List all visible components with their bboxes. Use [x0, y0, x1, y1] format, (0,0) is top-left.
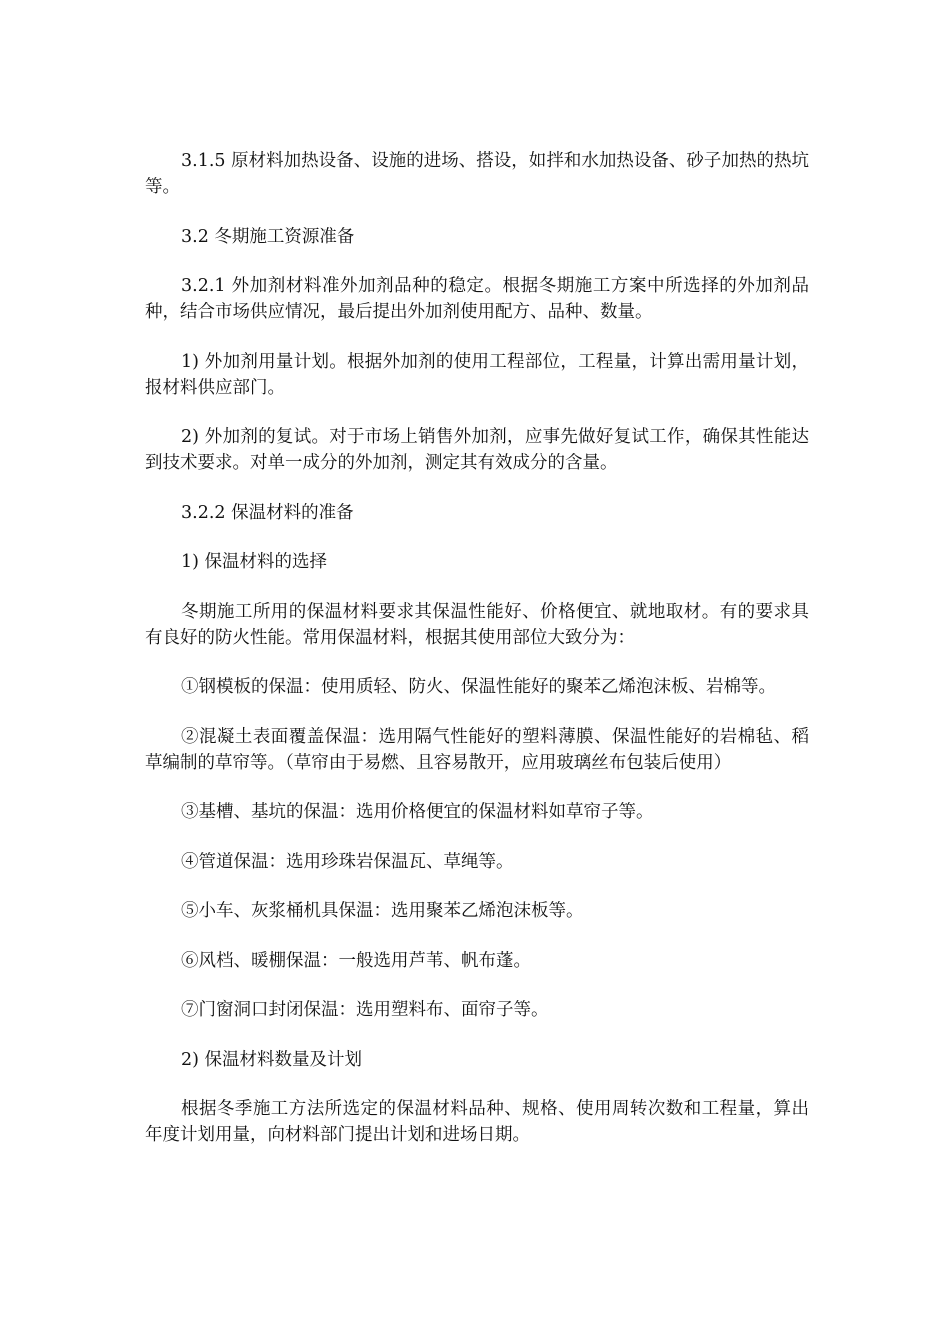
document-body [145, 148, 809, 1172]
list-item-pipe-insulation: ④管道保温：选用珍珠岩保温瓦、草绳等。 [181, 851, 514, 872]
list-item-steel-formwork: ①钢模板的保温：使用质轻、防火、保温性能好的聚苯乙烯泡沫板、岩棉等。 [181, 677, 776, 697]
list-item-cart-insulation: ⑤小车、灰浆桶机具保温：选用聚苯乙烯泡沫板等。 [181, 901, 584, 921]
paragraph-quantity-plan: 根据冬季施工方法所选定的保温材料品种、规格、使用周转次数和工程量，算出年度计划用量，向材料部门提出计划和进场日期。 [145, 1099, 809, 1145]
paragraph-3-2-1: 3.2.1 外加剂材料准外加剂品种的稳定。根据冬期施工方案中所选择的外加剂品种，结合市场供应情况，最后提出外加剂使用配方、品种、数量。 [145, 276, 809, 322]
list-item-foundation-pit: ③基槽、基坑的保温：选用价格便宜的保温材料如草帘子等。 [181, 802, 654, 822]
list-item-admixture-plan: 1) 外加剂用量计划。根据外加剂的使用工程部位，工程量，计算出需用量计划，报材料供应部门。 [145, 351, 809, 398]
list-item-concrete-surface: ②混凝土表面覆盖保温：选用隔气性能好的塑料薄膜、保温性能好的岩棉毡、稻草编制的草帘等。（草帘由于易燃、且容易散开，应用玻璃丝布包装后使用） [145, 726, 809, 773]
paragraph-material-requirements: 冬期施工所用的保温材料要求其保温性能好、价格便宜、就地取材。有的要求具有良好的防火性能。常用保温材料，根据其使用部位大致分为： [145, 601, 809, 648]
list-item-admixture-retest: 2) 外加剂的复试。对于市场上销售外加剂，应事先做好复试工作，确保其性能达到技术要求。对单一成分的外加剂，测定其有效成分的含量。 [145, 427, 809, 473]
heading-3-2-2: 3.2.2 保温材料的准备 [181, 502, 354, 523]
subheading-material-selection: 1) 保温材料的选择 [181, 552, 328, 572]
subheading-material-quantity: 2) 保温材料数量及计划 [181, 1049, 363, 1070]
list-item-windbreak: ⑥风档、暖棚保温：一般选用芦苇、帆布蓬。 [181, 950, 531, 971]
heading-3-2: 3.2 冬期施工资源准备 [181, 226, 355, 247]
paragraph-3-1-5: 3.1.5 原材料加热设备、设施的进场、搭设，如拌和水加热设备、砂子加热的热坑等。 [145, 151, 809, 197]
list-item-door-window: ⑦门窗洞口封闭保温：选用塑料布、面帘子等。 [181, 1000, 549, 1020]
